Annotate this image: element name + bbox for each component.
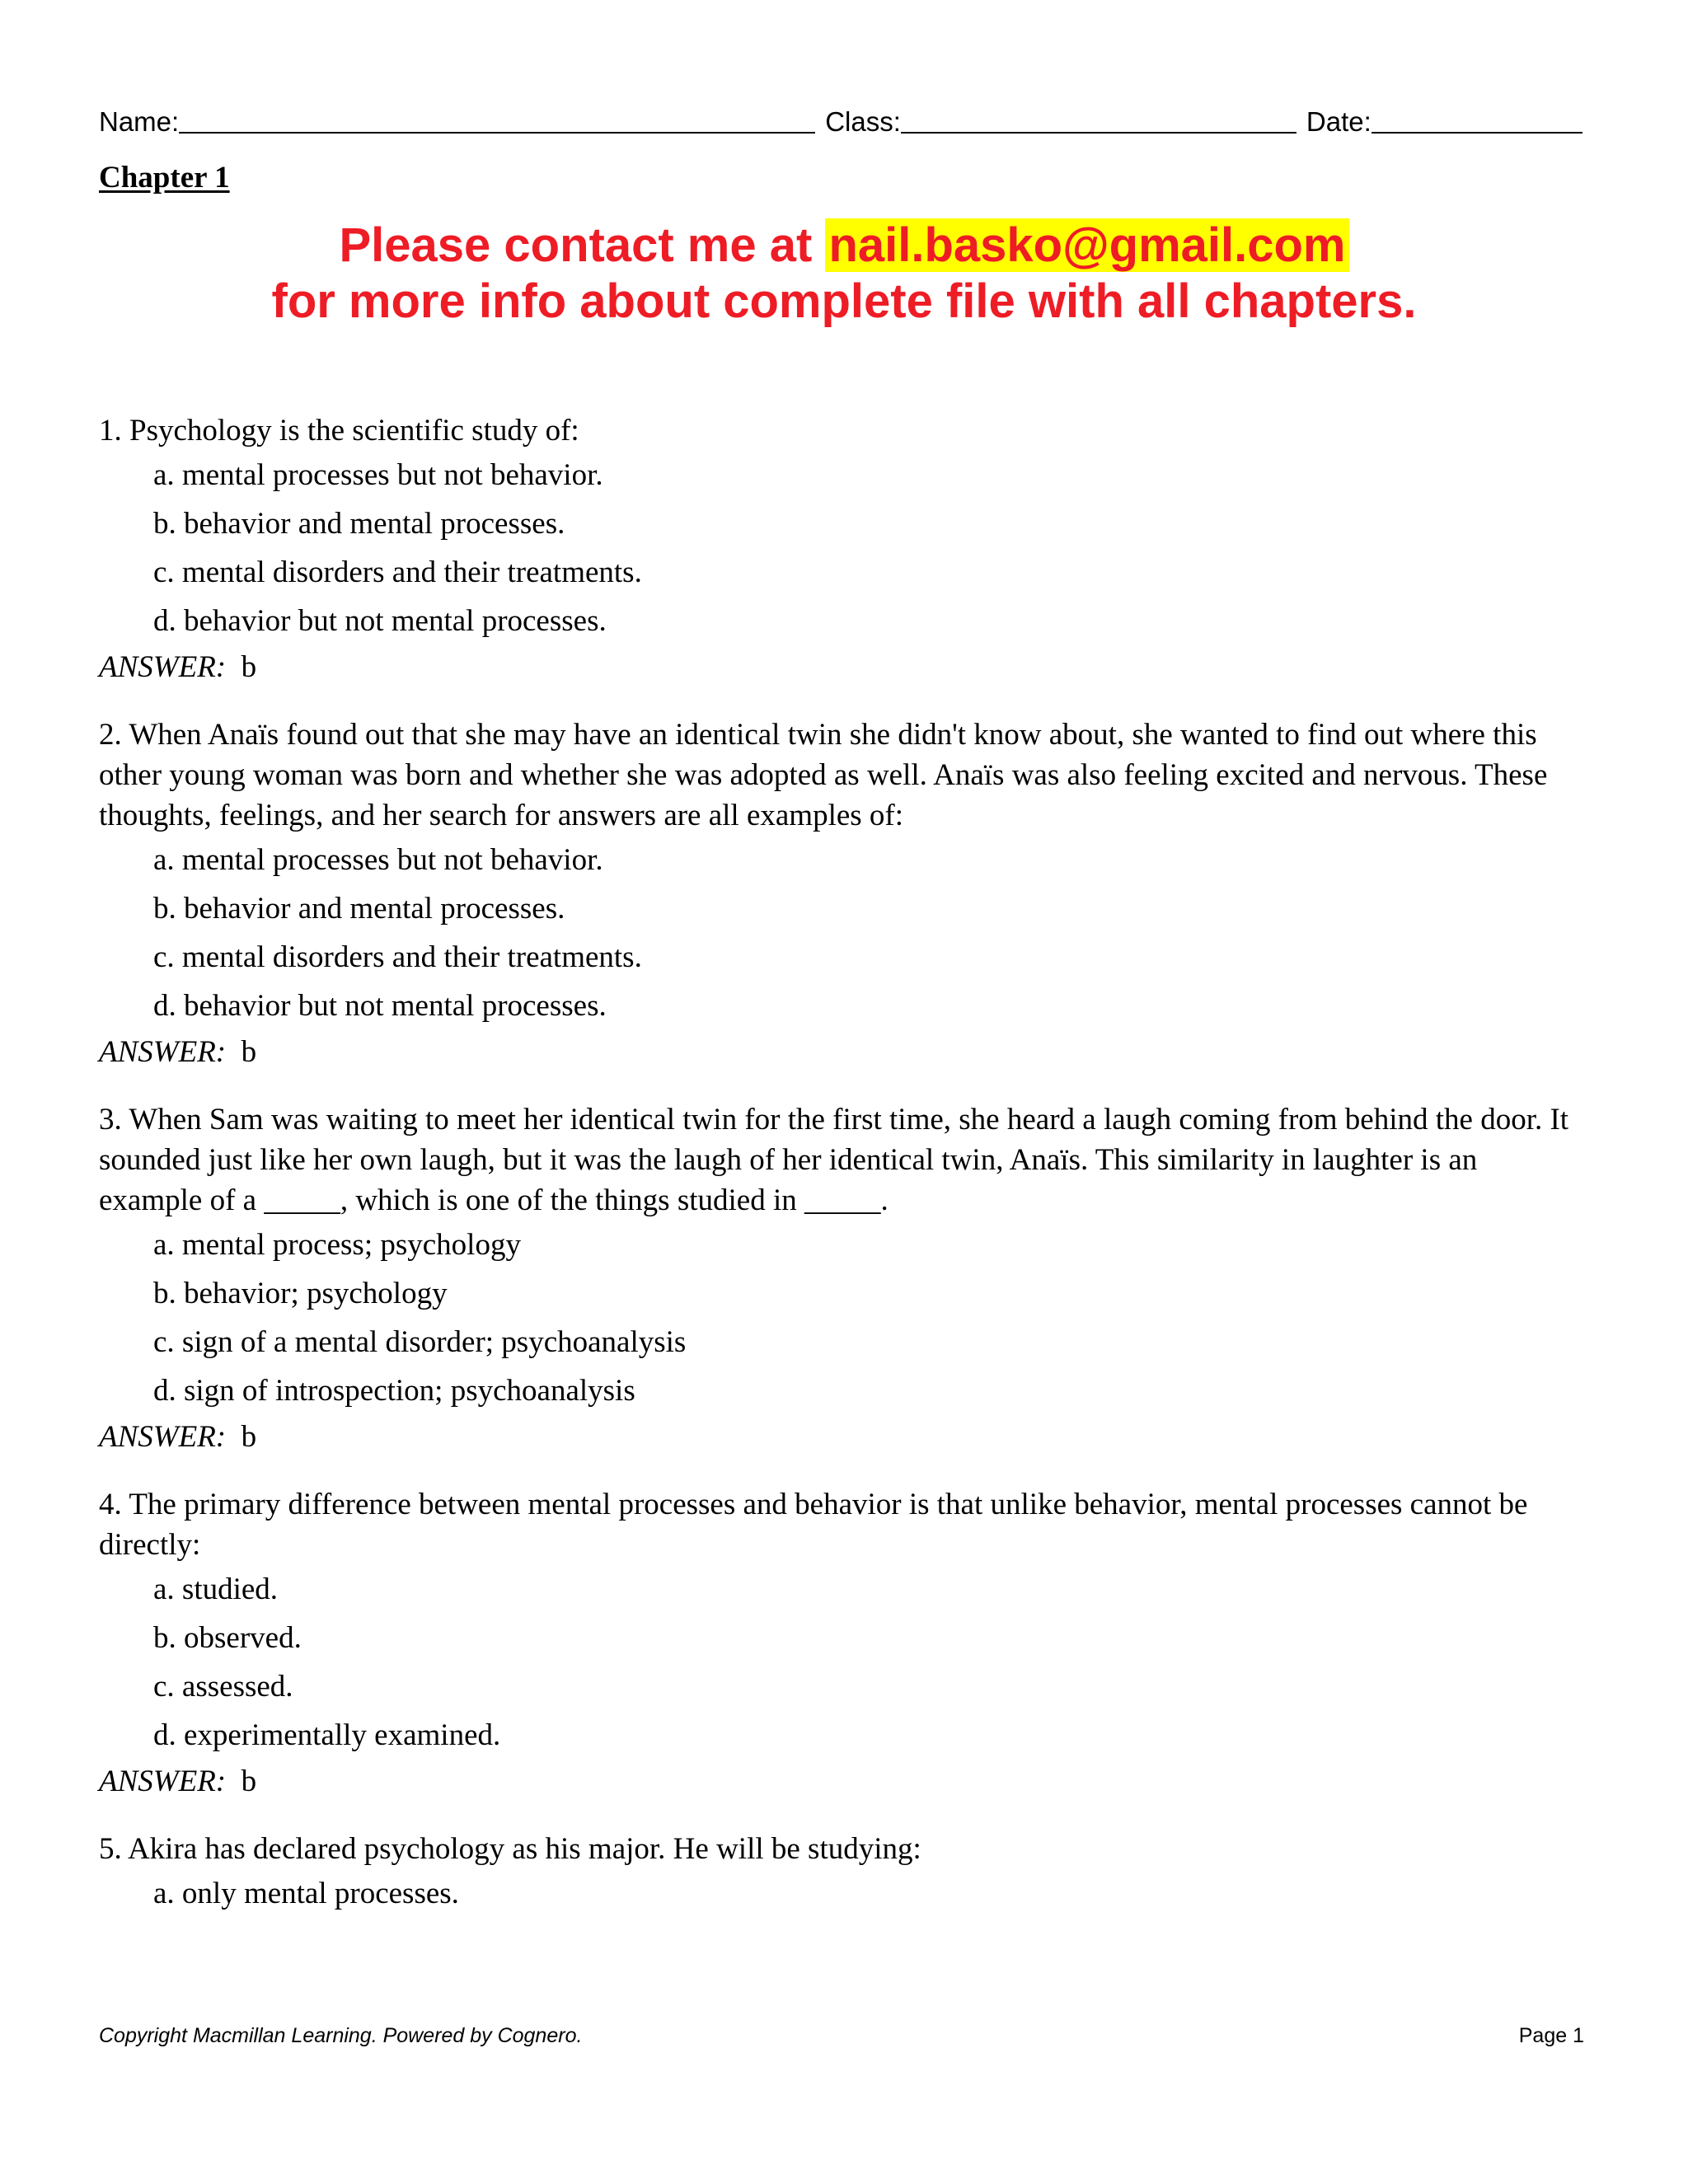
chapter-title: Chapter 1: [99, 161, 230, 194]
answer-label: ANSWER:: [99, 650, 227, 684]
name-field: [99, 102, 815, 138]
date-blank-line: [1372, 102, 1582, 134]
option-list: [99, 1565, 1582, 1760]
question: [99, 1484, 1582, 1802]
option: c. mental disorders and their treatments.: [153, 940, 642, 974]
question: [99, 1829, 1582, 1918]
question-stem: 5. Akira has declared psychology as his major. He will be studying:: [99, 1832, 921, 1866]
answer-line: [99, 647, 1582, 687]
option: d. behavior but not mental processes.: [153, 989, 607, 1023]
answer-line: [99, 1761, 1582, 1802]
promo-banner: [0, 218, 1688, 330]
question-stem: 3. When Sam was waiting to meet her identical twin for the first time, she heard a laugh coming from behind the door. It sounded just like her own laugh, but it was the laugh of her identical twin, Anaïs. This similarity in laughter is an example of a _____, which is one of the things studied in _____.: [99, 1103, 1569, 1217]
option: d. experimentally examined.: [153, 1718, 501, 1752]
option-list: [99, 1869, 1582, 1918]
answer-label: ANSWER:: [99, 1420, 227, 1454]
option-list: [99, 836, 1582, 1030]
option: b. observed.: [153, 1621, 302, 1655]
option-list: [99, 451, 1582, 645]
option: a. mental process; psychology: [153, 1228, 521, 1262]
answer-value: b: [241, 1035, 257, 1069]
option: a. studied.: [153, 1572, 279, 1606]
option-list: [99, 1221, 1582, 1415]
question: [99, 1099, 1582, 1457]
option: d. behavior but not mental processes.: [153, 604, 607, 638]
question-list: [99, 410, 1582, 1945]
promo-prefix: Please contact me at: [339, 218, 826, 272]
question: [99, 715, 1582, 1072]
footer-page-number: Page 1: [1518, 2024, 1584, 2047]
option: b. behavior; psychology: [153, 1277, 448, 1310]
option: c. assessed.: [153, 1670, 293, 1704]
answer-label: ANSWER:: [99, 1765, 227, 1798]
date-field: [1306, 102, 1582, 138]
class-label: Class:: [825, 106, 901, 137]
header-fields: [99, 96, 1582, 138]
option: c. sign of a mental disorder; psychoanalysis: [153, 1325, 687, 1359]
promo-line-2: for more info about complete file with all chapters.: [271, 274, 1417, 328]
option: d. sign of introspection; psychoanalysis: [153, 1374, 635, 1408]
name-label: Name:: [99, 106, 180, 137]
option: c. mental disorders and their treatments.: [153, 555, 642, 589]
question-stem: 4. The primary difference between mental processes and behavior is that unlike behavior, mental processes cannot be directly:: [99, 1488, 1528, 1562]
date-label: Date:: [1306, 106, 1372, 137]
answer-line: [99, 1417, 1582, 1457]
class-blank-line: [901, 102, 1296, 134]
option: a. mental processes but not behavior.: [153, 458, 603, 492]
promo-email: nail.basko@gmail.com: [825, 218, 1348, 272]
answer-value: b: [241, 1765, 257, 1798]
question-stem: 1. Psychology is the scientific study of:: [99, 414, 579, 448]
class-field: [825, 102, 1296, 138]
footer-copyright: Copyright Macmillan Learning. Powered by Cognero.: [99, 2024, 583, 2047]
name-blank-line: [179, 102, 815, 134]
option: b. behavior and mental processes.: [153, 892, 565, 926]
answer-label: ANSWER:: [99, 1035, 227, 1069]
question-stem: 2. When Anaïs found out that she may have an identical twin she didn't know about, she wanted to find out where this other young woman was born and whether she was adopted as well. Anaïs was also feeling excited and nervous. These thoughts, feelings, and her search for answers are all examples of:: [99, 718, 1548, 832]
promo-line-1: [0, 218, 1688, 274]
option: b. behavior and mental processes.: [153, 507, 565, 541]
answer-value: b: [241, 650, 257, 684]
option: a. only mental processes.: [153, 1877, 459, 1910]
answer-line: [99, 1032, 1582, 1072]
answer-value: b: [241, 1420, 257, 1454]
question: [99, 410, 1582, 687]
option: a. mental processes but not behavior.: [153, 843, 603, 877]
